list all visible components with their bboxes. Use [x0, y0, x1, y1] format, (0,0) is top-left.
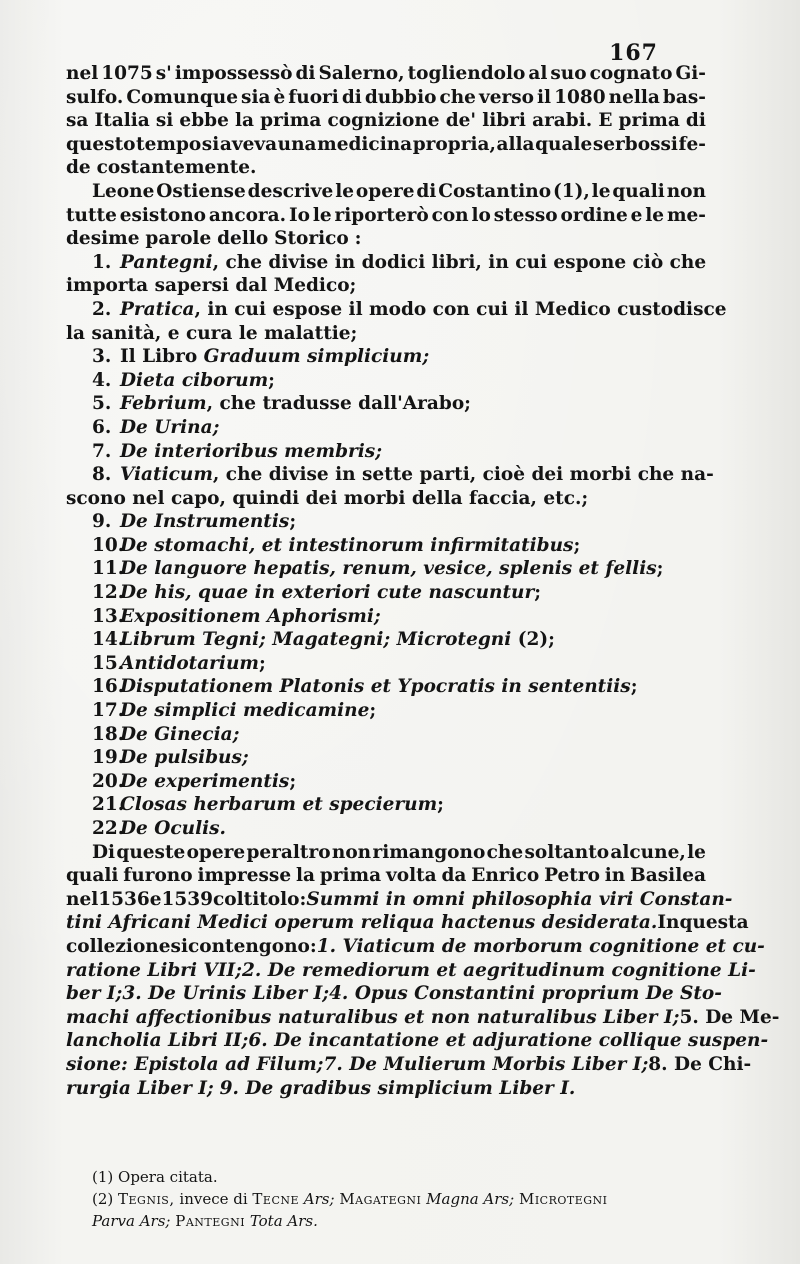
- word: fuori: [288, 86, 339, 108]
- footnote-2-parva-ars: Parva Ars;: [92, 1212, 176, 1230]
- list-item-title: Pratica: [120, 298, 195, 320]
- word: non: [666, 180, 706, 202]
- word: :: [354, 228, 362, 250]
- word: machi affectionibus naturalibus et non naturalibus Liber I;: [66, 1006, 680, 1028]
- list-item-title: Graduum simplicium;: [203, 346, 430, 368]
- word: collezione: [66, 935, 171, 957]
- list-item: [66, 440, 706, 464]
- footnote-1: [92, 1166, 732, 1188]
- word: medicina: [317, 133, 413, 155]
- word: parole: [145, 228, 212, 250]
- list-item-number: 14.: [92, 629, 125, 651]
- word: al: [528, 63, 548, 84]
- word: 9. De gradibus simplicium Liber I.: [219, 1077, 576, 1099]
- word: da: [441, 865, 467, 887]
- word: (1),: [552, 180, 590, 202]
- list-item-title: De pulsibus;: [120, 747, 249, 769]
- word: aveva: [219, 133, 278, 155]
- page-number: 167: [609, 40, 658, 66]
- list-item: [66, 581, 706, 605]
- word: lancholia Libri II;: [66, 1030, 249, 1052]
- list-item: [66, 628, 706, 652]
- word: de': [445, 110, 477, 132]
- list-item-number: 5.: [92, 393, 112, 415]
- list-item-continuation: [66, 487, 706, 511]
- word: questo: [66, 133, 136, 155]
- list-item-text: ;: [268, 369, 275, 391]
- list-item: [66, 817, 706, 841]
- list-item: [66, 605, 706, 629]
- word: di: [341, 86, 362, 108]
- list-item-text: importa sapersi dal Medico;: [66, 275, 357, 297]
- text-line: [66, 935, 765, 959]
- word: prima: [618, 110, 680, 132]
- list-item-number: 10.: [92, 534, 125, 556]
- list-item-title: De experimentis: [120, 770, 290, 792]
- list-item-number: 3.: [92, 346, 112, 368]
- word: alla: [496, 133, 535, 155]
- word: sione: Epistola ad Filum;: [66, 1053, 324, 1075]
- word: rimangono: [372, 841, 486, 863]
- word: con: [431, 204, 469, 226]
- word: Io: [288, 204, 310, 226]
- word: volta: [385, 865, 437, 887]
- word: alcune,: [610, 841, 686, 863]
- word: ber I;: [66, 983, 123, 1005]
- word: tini Africani Medici operum reliqua hactenus desiderata.: [66, 912, 658, 934]
- word: opere: [355, 180, 415, 202]
- word: non: [331, 841, 372, 863]
- list-item-title: De Instrumentis: [120, 511, 290, 533]
- list-item-number: 6.: [92, 416, 112, 438]
- word: cognizione: [327, 110, 440, 132]
- word: serbossi: [592, 133, 678, 155]
- list-item-text: Il Libro: [120, 346, 204, 368]
- word: queste: [116, 841, 186, 863]
- word: suo: [550, 63, 587, 84]
- word: verso: [478, 86, 535, 108]
- word: Italia: [94, 110, 150, 132]
- word: riporterò: [334, 204, 429, 226]
- word: Salerno,: [318, 63, 405, 84]
- text-line: [66, 888, 733, 912]
- list-item: [66, 723, 706, 747]
- word: dello: [217, 228, 269, 250]
- word: Di: [92, 841, 116, 863]
- word: descrive: [247, 180, 334, 202]
- list-item: [66, 416, 706, 440]
- list-item-title: Viaticum: [120, 464, 213, 486]
- word: bas-: [662, 86, 706, 108]
- text-line: [66, 133, 706, 157]
- word: desime: [66, 228, 140, 250]
- text-line: [66, 109, 706, 133]
- paragraph-3: [66, 841, 780, 1101]
- list-item-number: 4.: [92, 369, 112, 391]
- text-line: [66, 62, 706, 86]
- text-line: [66, 86, 706, 110]
- list-item-title: De Ginecia;: [120, 723, 240, 745]
- word: questa: [679, 912, 749, 934]
- word: rurgia Liber I;: [66, 1077, 214, 1099]
- footnote-2-term-tegnis: Tegnis,: [118, 1190, 175, 1208]
- list-item: [66, 463, 714, 487]
- word: di: [295, 63, 316, 84]
- word: che: [439, 86, 476, 108]
- word: 6. De incantatione et adjuratione collique suspen-: [248, 1030, 769, 1052]
- word: tutte: [66, 204, 117, 226]
- word: le: [645, 204, 665, 226]
- word: in: [604, 865, 626, 887]
- word: Summi in omni philosophia viri Constan-: [306, 888, 733, 910]
- word: tempo: [136, 133, 202, 155]
- text-line: [66, 1029, 769, 1053]
- word: In: [657, 912, 680, 934]
- word: 1. Viaticum de morborum cognitione et cu-: [316, 935, 765, 957]
- word: sia: [241, 86, 271, 108]
- list-item-title: Dieta ciborum: [120, 369, 269, 391]
- paragraph-1: [66, 62, 706, 180]
- word: Basilea: [630, 865, 706, 887]
- list-item-text: , in cui espose il modo con cui il Medico custodisce: [194, 298, 727, 320]
- word: 5. De Me-: [679, 1006, 780, 1028]
- list-item: [66, 557, 706, 581]
- word: me-: [666, 204, 706, 226]
- word: arabi.: [532, 110, 593, 132]
- word: sulfo.: [66, 86, 124, 108]
- list-item-title: Closas herbarum et specierum: [120, 794, 438, 816]
- word: si: [170, 935, 188, 957]
- list-item-number: 9.: [92, 511, 112, 533]
- list-item-number: 13.: [92, 605, 125, 627]
- list-item: [66, 770, 706, 794]
- word: e: [630, 204, 643, 226]
- word: sa: [66, 110, 89, 132]
- text-line: [66, 1053, 752, 1077]
- list-item: [66, 534, 706, 558]
- word: impresse: [197, 865, 292, 887]
- word: 1080: [554, 86, 606, 108]
- list-item-text: ;: [573, 534, 581, 556]
- word: 8. De Chi-: [648, 1053, 752, 1075]
- word: de: [66, 157, 91, 179]
- list-item-number: 12.: [92, 582, 125, 604]
- word: e: [149, 888, 162, 910]
- word: 3. De Urinis Liber I;: [122, 983, 330, 1005]
- list-item: [66, 699, 706, 723]
- list-item-number: 2.: [92, 298, 112, 320]
- word: soltanto: [524, 841, 610, 863]
- list-item-text: ;: [259, 652, 266, 674]
- list-item: [66, 392, 706, 416]
- list-item: [66, 345, 706, 369]
- list-item-title: De interioribus membris;: [120, 440, 383, 462]
- word: nel: [66, 63, 99, 84]
- word: furono: [123, 865, 193, 887]
- list-item-number: 15.: [92, 652, 125, 674]
- list-item: [66, 793, 706, 817]
- word: libri: [482, 110, 526, 132]
- word: 2. De remediorum et aegritudinum cognitione Li-: [242, 959, 756, 981]
- list-item-title: Librum Tegni; Magategni; Microtegni: [120, 629, 512, 651]
- footnotes: [92, 1166, 732, 1232]
- list-item-title: Antidotarium: [120, 652, 259, 674]
- list-item-text: , che divise in sette parti, cioè dei morbi che na-: [212, 464, 714, 486]
- text-line: [66, 959, 756, 983]
- word: Gi-: [675, 63, 706, 84]
- list-item-title: De Oculis.: [120, 818, 226, 839]
- list-item-title: Febrium: [120, 393, 207, 415]
- works-list: [66, 251, 727, 841]
- word: ebbe: [179, 110, 229, 132]
- footnote-2-continued: [92, 1210, 732, 1232]
- footnote-2-text-instead: invece di: [174, 1190, 253, 1208]
- text-line: [66, 180, 706, 204]
- list-item-text: ;: [437, 794, 445, 816]
- word: quali: [612, 180, 665, 202]
- list-item-number: 21.: [92, 794, 125, 816]
- text-line: [66, 204, 706, 228]
- list-item-number: 20.: [92, 770, 125, 792]
- word: 1539: [161, 888, 214, 910]
- word: opere: [186, 841, 246, 863]
- list-item-number: 8.: [92, 464, 112, 486]
- list-item-title: Pantegni: [120, 251, 213, 273]
- word: prima: [319, 865, 382, 887]
- word: ordine: [560, 204, 628, 226]
- word: le: [687, 841, 706, 863]
- word: la: [295, 865, 315, 887]
- paragraph-2: [66, 180, 706, 251]
- word: costantemente.: [96, 157, 257, 179]
- list-item-text: , che divise in dodici libri, in cui espone ciò che: [212, 251, 707, 273]
- word: :: [309, 935, 317, 957]
- word: la: [234, 110, 254, 132]
- footnote-2-ars: Ars;: [299, 1190, 340, 1208]
- text-line: [66, 1006, 780, 1030]
- word: Storico: [274, 228, 349, 250]
- text-line: [66, 841, 706, 865]
- word: di: [685, 110, 706, 132]
- word: esistono: [119, 204, 207, 226]
- word: peraltro: [246, 841, 331, 863]
- word: Petro: [544, 865, 600, 887]
- word: titolo:: [243, 888, 307, 910]
- list-item-text: ;: [289, 511, 297, 533]
- list-item: [66, 251, 706, 275]
- text-line: [66, 864, 706, 888]
- word: nella: [608, 86, 660, 108]
- word: dubbio: [364, 86, 437, 108]
- list-item-title: De his, quae in exteriori cute nascuntur: [120, 582, 535, 604]
- list-item-text: scono nel capo, quindi dei morbi della faccia, etc.;: [66, 487, 589, 509]
- word: le: [335, 180, 355, 202]
- body-text: [66, 62, 780, 1100]
- word: propria,: [412, 133, 496, 155]
- list-item-number: 16.: [92, 676, 125, 698]
- footnote-2-marker: (2): [92, 1190, 119, 1208]
- word: Comunque: [126, 86, 239, 108]
- text-line: [66, 1077, 706, 1101]
- list-item-text: , che tradusse dall'Arabo;: [206, 393, 471, 415]
- word: 7. De Mulierum Morbis Liber I;: [323, 1053, 649, 1075]
- word: Ostiense: [156, 180, 246, 202]
- word: Enrico: [471, 865, 540, 887]
- list-item-text: ;: [534, 582, 542, 604]
- list-item-text: ;: [369, 700, 377, 722]
- footnote-2-term-tecne: Tecne: [252, 1190, 300, 1208]
- word: impossessò: [174, 63, 293, 84]
- word: E: [598, 110, 613, 132]
- list-item-title: De simplici medicamine: [120, 700, 370, 722]
- word: le: [591, 180, 611, 202]
- list-item: [66, 369, 706, 393]
- list-item: [66, 675, 706, 699]
- word: Costantino: [438, 180, 552, 202]
- list-item: [66, 652, 706, 676]
- list-item-number: 19.: [92, 747, 125, 769]
- word: si: [155, 110, 174, 132]
- list-item-continuation: [66, 274, 706, 298]
- footnote-1-text: (1) Opera citata.: [92, 1168, 218, 1186]
- word: quale: [535, 133, 593, 155]
- footnote-2-term-microtegni: Microtegni: [518, 1190, 608, 1208]
- footnote-2-tota-ars: Tota Ars.: [245, 1212, 318, 1230]
- word: ancora.: [208, 204, 287, 226]
- list-item-number: 17.: [92, 700, 125, 722]
- text-line: [66, 227, 706, 251]
- footnote-2-term-pantegni: Pantegni: [175, 1212, 246, 1230]
- word: prima: [260, 110, 322, 132]
- footnote-2-term-magategni: Magategni: [339, 1190, 422, 1208]
- list-item-number: 22.: [92, 818, 125, 839]
- list-item-title: De Urina;: [120, 416, 220, 438]
- word: stesso: [493, 204, 558, 226]
- list-item: [66, 746, 706, 770]
- list-item-text: (2);: [511, 629, 555, 651]
- word: togliendolo: [407, 63, 526, 84]
- list-item-title: De stomachi, et intestinorum infirmitatibus: [120, 534, 574, 556]
- text-line: [66, 982, 722, 1006]
- word: lo: [471, 204, 491, 226]
- list-item-title: Disputationem Platonis et Ypocratis in sententiis: [120, 676, 631, 698]
- list-item-title: Expositionem Aphorismi;: [120, 605, 381, 627]
- word: quali: [66, 865, 119, 887]
- list-item-text: la sanità, e cura le malattie;: [66, 322, 358, 344]
- word: 1536: [98, 888, 150, 910]
- word: il: [537, 86, 552, 108]
- footnote-2: [92, 1188, 732, 1210]
- word: le: [312, 204, 332, 226]
- list-item-number: 1.: [92, 251, 112, 273]
- word: cognato: [589, 63, 673, 84]
- text-line: [66, 156, 706, 180]
- word: col: [213, 888, 244, 910]
- list-item: [66, 298, 727, 322]
- word: fe-: [678, 133, 706, 155]
- word: si: [201, 133, 220, 155]
- word: contengono: [187, 935, 310, 957]
- list-item-text: ;: [656, 558, 664, 580]
- word: s': [155, 63, 172, 84]
- list-item-number: 7.: [92, 440, 112, 462]
- word: di: [416, 180, 437, 202]
- list-item-text: ;: [289, 770, 297, 792]
- list-item-number: 11.: [92, 558, 125, 580]
- list-item-continuation: [66, 322, 706, 346]
- word: è: [273, 86, 286, 108]
- word: ratione Libri VII;: [66, 959, 242, 981]
- word: 1075: [101, 63, 153, 84]
- list-item: [66, 510, 706, 534]
- list-item-text: ;: [630, 676, 638, 698]
- word: nel: [66, 888, 99, 910]
- list-item-number: 18.: [92, 723, 125, 745]
- word: 4. Opus Constantini proprium De Sto-: [329, 983, 722, 1005]
- text-line: [66, 911, 749, 935]
- footnote-2-magna-ars: Magna Ars;: [421, 1190, 519, 1208]
- list-item-title: De languore hepatis, renum, vesice, splenis et fellis: [120, 558, 657, 580]
- word: che: [486, 841, 524, 863]
- word: Leone: [92, 180, 155, 202]
- word: una: [277, 133, 317, 155]
